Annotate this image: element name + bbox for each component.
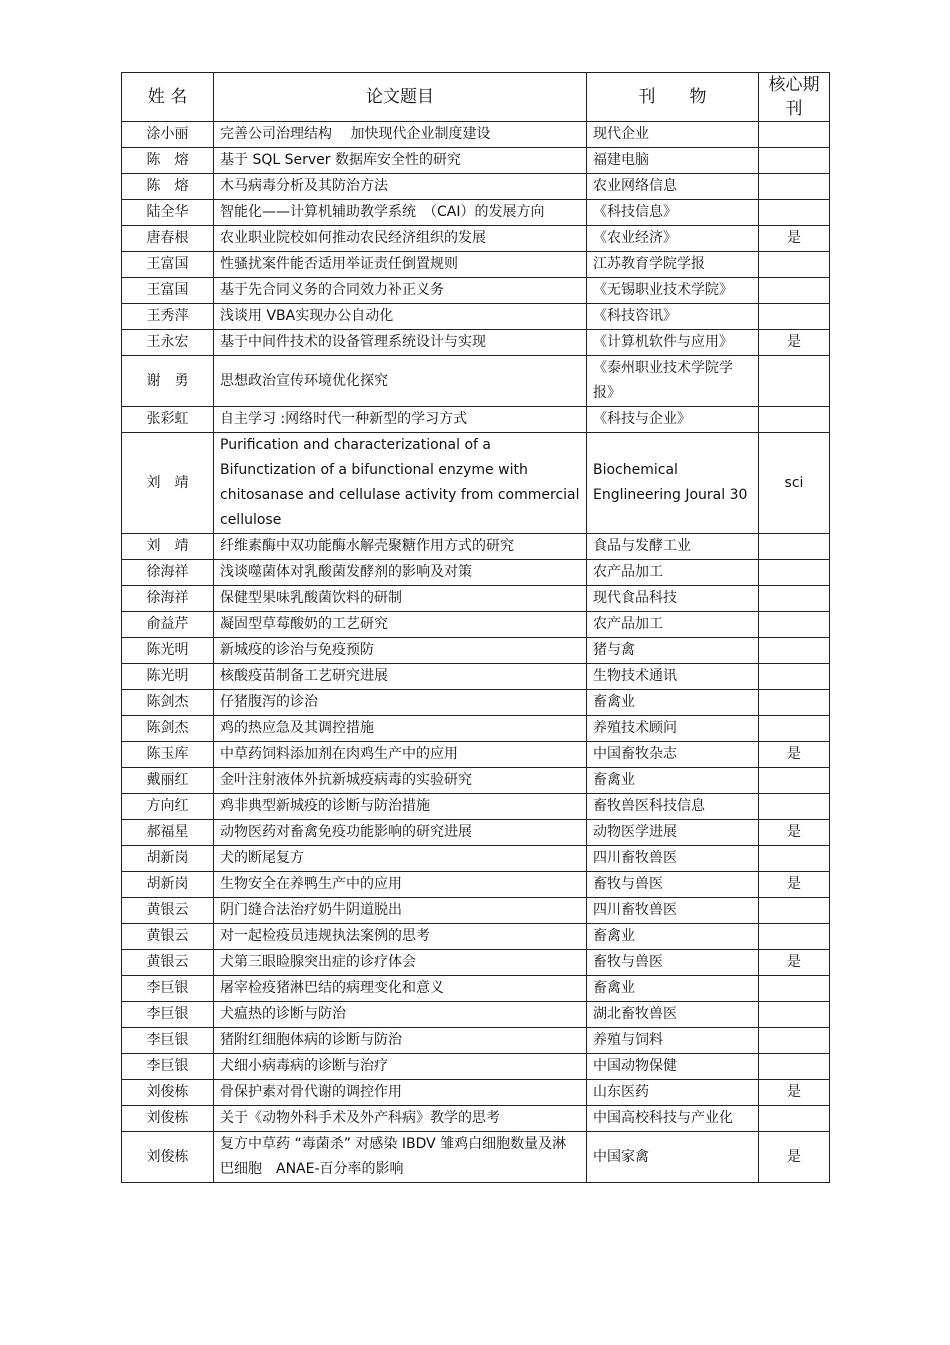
title-cell: 完善公司治理结构 加快现代企业制度建设	[214, 122, 587, 148]
journal-cell: 生物技术通讯	[587, 664, 759, 690]
title-cell: 自主学习 :网络时代一种新型的学习方式	[214, 407, 587, 433]
title-cell: 阴门缝合法治疗奶牛阴道脱出	[214, 898, 587, 924]
table-row	[122, 330, 830, 356]
journal-cell: 四川畜牧兽医	[587, 846, 759, 872]
title-cell: 浅谈用 VBA实现办公自动化	[214, 304, 587, 330]
core-cell	[759, 1106, 830, 1132]
journal-cell: 畜禽业	[587, 976, 759, 1002]
table-row	[122, 716, 830, 742]
author-cell: 方向红	[122, 794, 214, 820]
journal-cell: 畜牧与兽医	[587, 872, 759, 898]
core-cell: 是	[759, 742, 830, 768]
author-cell: 李巨银	[122, 1028, 214, 1054]
core-cell	[759, 664, 830, 690]
author-cell: 黄银云	[122, 924, 214, 950]
title-cell: 思想政治宣传环境优化探究	[214, 356, 587, 407]
core-cell	[759, 278, 830, 304]
title-cell: 屠宰检疫猪淋巴结的病理变化和意义	[214, 976, 587, 1002]
author-cell: 胡新岗	[122, 872, 214, 898]
table-row	[122, 226, 830, 252]
table-row	[122, 664, 830, 690]
title-cell: 凝固型草莓酸奶的工艺研究	[214, 612, 587, 638]
title-cell: 智能化——计算机辅助教学系统 （CAI）的发展方向	[214, 200, 587, 226]
journal-cell: 现代企业	[587, 122, 759, 148]
core-cell	[759, 846, 830, 872]
core-cell	[759, 1002, 830, 1028]
title-cell: 动物医药对畜禽免疫功能影响的研究进展	[214, 820, 587, 846]
author-cell: 王富国	[122, 252, 214, 278]
title-cell: 基于中间件技术的设备管理系统设计与实现	[214, 330, 587, 356]
table-row	[122, 794, 830, 820]
table-row	[122, 586, 830, 612]
journal-cell: 养殖与饲料	[587, 1028, 759, 1054]
title-cell: 生物安全在养鸭生产中的应用	[214, 872, 587, 898]
author-cell: 涂小丽	[122, 122, 214, 148]
author-cell: 刘俊栋	[122, 1106, 214, 1132]
journal-cell: 《泰州职业技术学院学报》	[587, 356, 759, 407]
table-row	[122, 924, 830, 950]
table-row	[122, 122, 830, 148]
table-row	[122, 872, 830, 898]
journal-cell: 《计算机软件与应用》	[587, 330, 759, 356]
core-cell	[759, 304, 830, 330]
title-cell: 犬瘟热的诊断与防治	[214, 1002, 587, 1028]
table-row	[122, 278, 830, 304]
core-cell	[759, 638, 830, 664]
author-cell: 张彩虹	[122, 407, 214, 433]
table-row	[122, 407, 830, 433]
core-cell	[759, 356, 830, 407]
title-cell: Purification and characterizational of a Bifunctization of a bifunctional enzyme with chitosanase and cellulase activity from commercial cellulose	[214, 433, 587, 534]
table-row	[122, 768, 830, 794]
author-cell: 刘俊栋	[122, 1080, 214, 1106]
title-cell: 核酸疫苗制备工艺研究进展	[214, 664, 587, 690]
author-cell: 陈光明	[122, 664, 214, 690]
journal-cell: 江苏教育学院学报	[587, 252, 759, 278]
table-row	[122, 534, 830, 560]
title-cell: 基于 SQL Server 数据库安全性的研究	[214, 148, 587, 174]
author-cell: 陈剑杰	[122, 716, 214, 742]
journal-cell: 中国动物保健	[587, 1054, 759, 1080]
journal-cell: 中国家禽	[587, 1132, 759, 1183]
table-row	[122, 820, 830, 846]
journal-cell: 《农业经济》	[587, 226, 759, 252]
title-cell: 木马病毒分析及其防治方法	[214, 174, 587, 200]
title-cell: 骨保护素对骨代谢的调控作用	[214, 1080, 587, 1106]
journal-cell: 畜禽业	[587, 690, 759, 716]
journal-cell: 食品与发酵工业	[587, 534, 759, 560]
title-cell: 猪附红细胞体病的诊断与防治	[214, 1028, 587, 1054]
table-row	[122, 1028, 830, 1054]
journal-cell: 农业网络信息	[587, 174, 759, 200]
journal-cell: 猪与禽	[587, 638, 759, 664]
author-cell: 李巨银	[122, 976, 214, 1002]
core-cell	[759, 924, 830, 950]
author-cell: 陈光明	[122, 638, 214, 664]
table-row	[122, 433, 830, 534]
title-cell: 纤维素酶中双功能酶水解壳聚糖作用方式的研究	[214, 534, 587, 560]
author-cell: 李巨银	[122, 1054, 214, 1080]
title-cell: 性骚扰案件能否适用举证责任倒置规则	[214, 252, 587, 278]
title-cell: 对一起检疫员违规执法案例的思考	[214, 924, 587, 950]
table-row	[122, 612, 830, 638]
title-cell: 基于先合同义务的合同效力补正义务	[214, 278, 587, 304]
author-cell: 李巨银	[122, 1002, 214, 1028]
header-title: 论文题目	[214, 73, 587, 122]
journal-cell: Biochemical Englineering Joural 30	[587, 433, 759, 534]
title-cell: 鸡的热应急及其调控措施	[214, 716, 587, 742]
table-row	[122, 898, 830, 924]
journal-cell: 现代食品科技	[587, 586, 759, 612]
author-cell: 郝福星	[122, 820, 214, 846]
title-cell: 仔猪腹泻的诊治	[214, 690, 587, 716]
author-cell: 陈剑杰	[122, 690, 214, 716]
journal-cell: 《科技咨讯》	[587, 304, 759, 330]
core-cell	[759, 174, 830, 200]
author-cell: 黄银云	[122, 950, 214, 976]
table-row	[122, 1054, 830, 1080]
core-cell: 是	[759, 820, 830, 846]
author-cell: 陈 熔	[122, 148, 214, 174]
author-cell: 刘 靖	[122, 534, 214, 560]
journal-cell: 四川畜牧兽医	[587, 898, 759, 924]
core-cell	[759, 534, 830, 560]
core-cell	[759, 1054, 830, 1080]
title-cell: 农业职业院校如何推动农民经济组织的发展	[214, 226, 587, 252]
title-cell: 新城疫的诊治与免疫预防	[214, 638, 587, 664]
core-cell: 是	[759, 872, 830, 898]
header-core: 核心期刊	[759, 73, 830, 122]
journal-cell: 动物医学进展	[587, 820, 759, 846]
author-cell: 王秀萍	[122, 304, 214, 330]
core-cell: 是	[759, 1132, 830, 1183]
core-cell: 是	[759, 226, 830, 252]
core-cell	[759, 560, 830, 586]
table-row	[122, 148, 830, 174]
table-row	[122, 174, 830, 200]
header-name: 姓 名	[122, 73, 214, 122]
author-cell: 王永宏	[122, 330, 214, 356]
journal-cell: 湖北畜牧兽医	[587, 1002, 759, 1028]
table-row	[122, 1002, 830, 1028]
author-cell: 黄银云	[122, 898, 214, 924]
author-cell: 唐春根	[122, 226, 214, 252]
core-cell	[759, 148, 830, 174]
title-cell: 保健型果味乳酸菌饮料的研制	[214, 586, 587, 612]
table-row	[122, 1106, 830, 1132]
table-row	[122, 742, 830, 768]
header-row	[122, 73, 830, 122]
core-cell	[759, 612, 830, 638]
table-row	[122, 200, 830, 226]
author-cell: 徐海祥	[122, 560, 214, 586]
author-cell: 王富国	[122, 278, 214, 304]
journal-cell: 畜牧兽医科技信息	[587, 794, 759, 820]
journal-cell: 中国高校科技与产业化	[587, 1106, 759, 1132]
title-cell: 金叶注射液体外抗新城疫病毒的实验研究	[214, 768, 587, 794]
table-row	[122, 560, 830, 586]
papers-table	[121, 72, 830, 1183]
table-row	[122, 950, 830, 976]
core-cell	[759, 898, 830, 924]
title-cell: 关于《动物外科手术及外产科病》教学的思考	[214, 1106, 587, 1132]
journal-cell: 农产品加工	[587, 560, 759, 586]
journal-cell: 畜禽业	[587, 924, 759, 950]
author-cell: 谢 勇	[122, 356, 214, 407]
journal-cell: 畜禽业	[587, 768, 759, 794]
table-row	[122, 252, 830, 278]
title-cell: 犬细小病毒病的诊断与治疗	[214, 1054, 587, 1080]
author-cell: 陆全华	[122, 200, 214, 226]
table-row	[122, 846, 830, 872]
header-journal: 刊 物	[587, 73, 759, 122]
author-cell: 刘 靖	[122, 433, 214, 534]
table-row	[122, 1132, 830, 1183]
title-cell: 复方中草药 “毒菌杀” 对感染 IBDV 雏鸡白细胞数量及淋巴细胞 ANAE-百分率的影响	[214, 1132, 587, 1183]
journal-cell: 农产品加工	[587, 612, 759, 638]
author-cell: 陈玉库	[122, 742, 214, 768]
title-cell: 浅谈噬菌体对乳酸菌发酵剂的影响及对策	[214, 560, 587, 586]
table-row	[122, 1080, 830, 1106]
title-cell: 犬第三眼睑腺突出症的诊疗体会	[214, 950, 587, 976]
journal-cell: 畜牧与兽医	[587, 950, 759, 976]
core-cell	[759, 252, 830, 278]
table-row	[122, 304, 830, 330]
title-cell: 中草药饲料添加剂在肉鸡生产中的应用	[214, 742, 587, 768]
author-cell: 戴丽红	[122, 768, 214, 794]
author-cell: 胡新岗	[122, 846, 214, 872]
core-cell	[759, 586, 830, 612]
table-row	[122, 976, 830, 1002]
journal-cell: 《科技信息》	[587, 200, 759, 226]
journal-cell: 福建电脑	[587, 148, 759, 174]
author-cell: 刘俊栋	[122, 1132, 214, 1183]
author-cell: 陈 熔	[122, 174, 214, 200]
core-cell	[759, 122, 830, 148]
core-cell	[759, 794, 830, 820]
core-cell	[759, 768, 830, 794]
journal-cell: 山东医药	[587, 1080, 759, 1106]
table-row	[122, 638, 830, 664]
core-cell	[759, 200, 830, 226]
journal-cell: 中国畜牧杂志	[587, 742, 759, 768]
core-cell: 是	[759, 1080, 830, 1106]
journal-cell: 《科技与企业》	[587, 407, 759, 433]
core-cell	[759, 976, 830, 1002]
core-cell	[759, 716, 830, 742]
title-cell: 犬的断尾复方	[214, 846, 587, 872]
core-cell	[759, 407, 830, 433]
author-cell: 俞益芹	[122, 612, 214, 638]
core-cell: 是	[759, 950, 830, 976]
core-cell	[759, 1028, 830, 1054]
journal-cell: 养殖技术顾问	[587, 716, 759, 742]
core-cell	[759, 690, 830, 716]
core-cell: sci	[759, 433, 830, 534]
table-row	[122, 690, 830, 716]
title-cell: 鸡非典型新城疫的诊断与防治措施	[214, 794, 587, 820]
core-cell: 是	[759, 330, 830, 356]
author-cell: 徐海祥	[122, 586, 214, 612]
table-row	[122, 356, 830, 407]
journal-cell: 《无锡职业技术学院》	[587, 278, 759, 304]
